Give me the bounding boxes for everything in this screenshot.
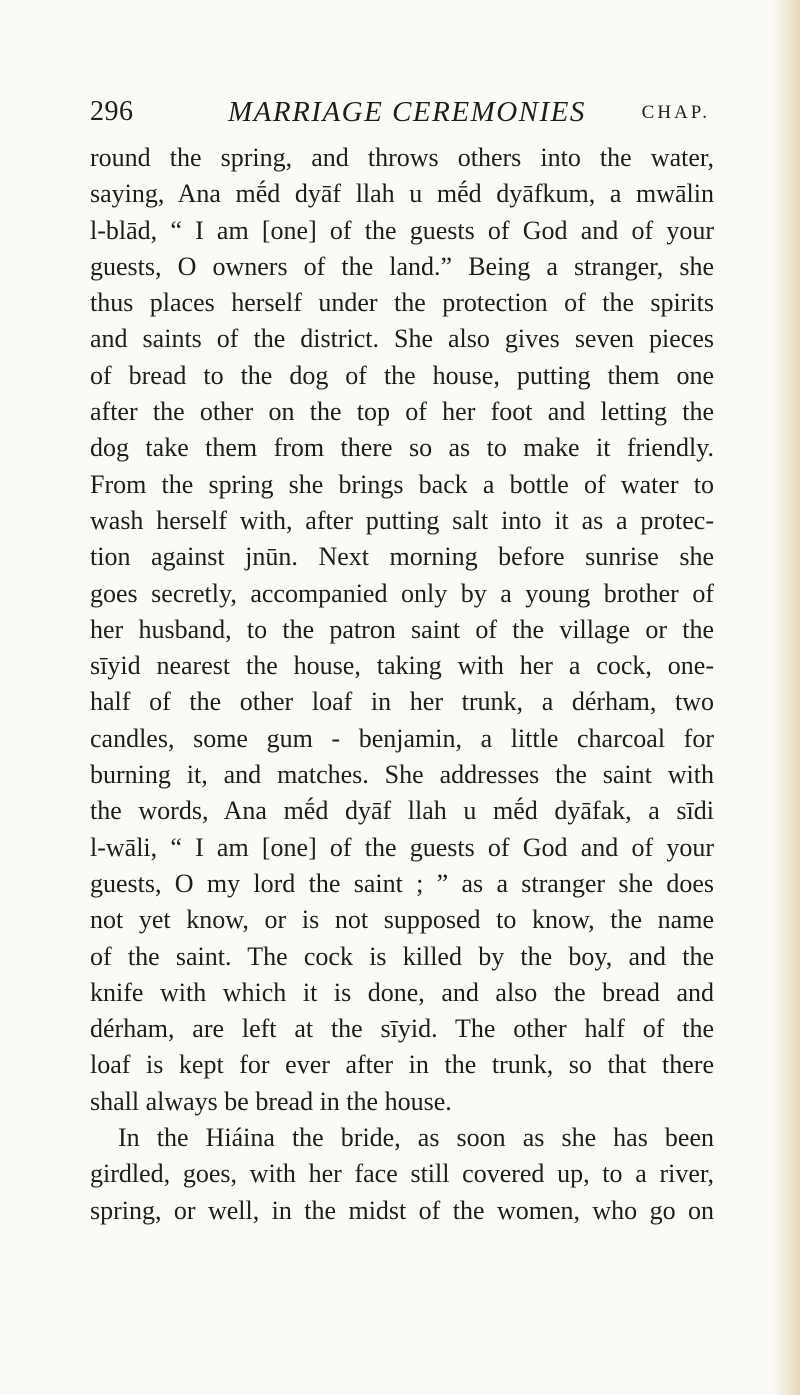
- page-number: 296: [90, 96, 134, 127]
- body-text: [90, 140, 714, 1229]
- text-line: round the spring, and throws others into the water,: [90, 143, 714, 172]
- text-line: guests, O owners of the land.” Being a stranger, she: [90, 251, 714, 281]
- text-line: half of the other loaf in her trunk, a dérham, two: [90, 687, 714, 717]
- paragraph-start-line: In the Hiáina the bride, as soon as she has been: [118, 1123, 714, 1153]
- text-line: burning it, and matches. She addresses the saint with: [90, 760, 714, 790]
- text-line: after the other on the top of her foot and letting the: [90, 397, 714, 427]
- text-line: guests, O my lord the saint ; ” as a stranger she does: [90, 868, 714, 898]
- running-header: [90, 96, 710, 136]
- text-line: l-blād, “ I am [one] of the guests of God and of your: [90, 215, 714, 245]
- text-line: spring, or well, in the midst of the women, who go on: [90, 1195, 714, 1225]
- text-line: saying, Ana mḗd dyāf llah u mḗd dyāfkum, a mwālin: [90, 179, 714, 209]
- text-line: loaf is kept for ever after in the trunk, so that there: [90, 1050, 714, 1080]
- text-line: sīyid nearest the house, taking with her a cock, one-: [90, 651, 714, 681]
- text-line: her husband, to the patron saint of the village or the: [90, 614, 714, 644]
- text-line: not yet know, or is not supposed to know, the name: [90, 905, 714, 935]
- text-line: dog take them from there so as to make it friendly.: [90, 433, 714, 463]
- text-line: From the spring she brings back a bottle of water to: [90, 469, 714, 499]
- text-line: of the saint. The cock is killed by the boy, and the: [90, 941, 714, 971]
- text-line: and saints of the district. She also gives seven pieces: [90, 324, 714, 354]
- text-line: l-wāli, “ I am [one] of the guests of God and of your: [90, 832, 714, 862]
- page-edge-shadow: [772, 0, 800, 1395]
- text-line: knife with which it is done, and also the bread and: [90, 977, 714, 1007]
- text-line: of bread to the dog of the house, putting them one: [90, 360, 714, 390]
- chapter-label: CHAP.: [641, 102, 710, 123]
- running-title: MARRIAGE CEREMONIES: [228, 96, 586, 128]
- text-line: candles, some gum - benjamin, a little charcoal for: [90, 723, 714, 753]
- text-line: dérham, are left at the sīyid. The other half of the: [90, 1014, 714, 1044]
- text-line: goes secretly, accompanied only by a young brother of: [90, 578, 714, 608]
- text-line: the words, Ana mḗd dyāf llah u mḗd dyāfak, a sīdi: [90, 796, 714, 826]
- text-line: tion against jnūn. Next morning before sunrise she: [90, 542, 714, 572]
- text-line: girdled, goes, with her face still covered up, to a river,: [90, 1159, 714, 1189]
- text-line: wash herself with, after putting salt into it as a protec-: [90, 505, 714, 535]
- text-line: thus places herself under the protection of the spirits: [90, 288, 714, 318]
- paragraph-end-line: shall always be bread in the house.: [90, 1086, 452, 1116]
